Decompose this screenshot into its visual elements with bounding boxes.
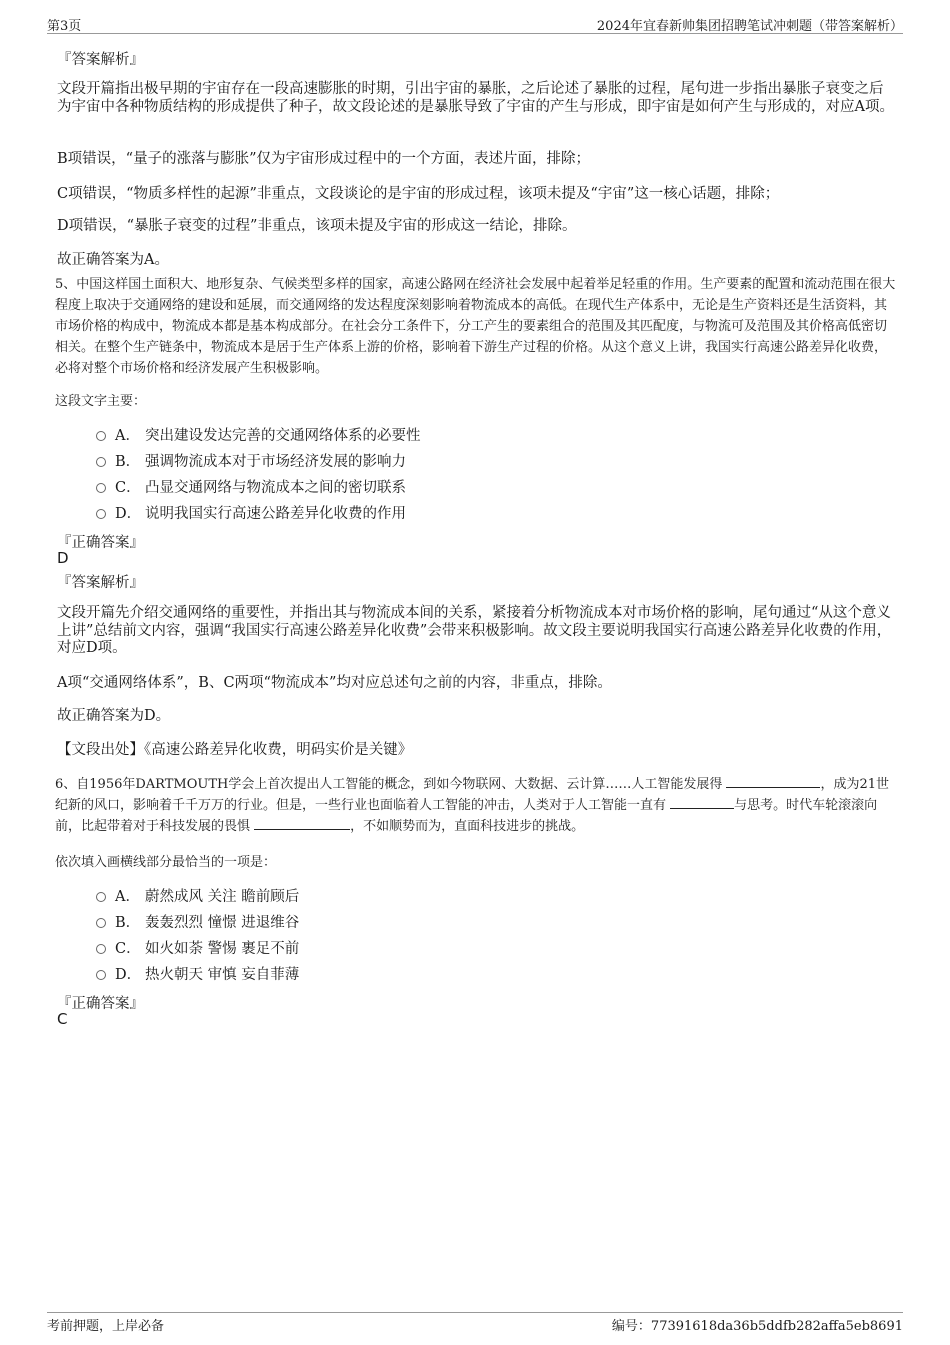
- page-footer: [47, 1312, 903, 1338]
- question-6-answer: C: [57, 1010, 68, 1028]
- question-5-answer: D: [57, 549, 69, 567]
- question-5-option-b[interactable]: B． 强调物流成本对于市场经济发展的影响力: [96, 450, 406, 470]
- radio-icon[interactable]: [96, 918, 106, 928]
- blank-3[interactable]: [254, 816, 350, 830]
- radio-icon[interactable]: [96, 457, 106, 467]
- question-5-option-a[interactable]: A． 突出建设发达完善的交通网络体系的必要性: [96, 424, 421, 444]
- document-title: 2024年宜春新帅集团招聘笔试冲刺题（带答案解析）: [596, 19, 903, 34]
- question-5-source: 【文段出处】《高速公路差异化收费，明码实价是关键》: [57, 742, 413, 758]
- blank-2[interactable]: [670, 795, 734, 809]
- question-5-analysis-label: 『答案解析』: [57, 575, 144, 591]
- analysis-conclusion: 故正确答案为A。: [57, 252, 169, 268]
- footer-slogan: 考前押题，上岸必备: [47, 1319, 165, 1334]
- page-header: [47, 14, 903, 34]
- question-5-prompt: 这段文字主要：: [55, 394, 147, 409]
- question-5-analysis: 文段开篇先介绍交通网络的重要性，并指出其与物流成本间的关系，紧接着分析物流成本对市场价格的影响，尾句通过“从这个意义上讲”总结前文内容，强调“我国实行高速公路差异化收费”会带来积极影响。故文段主要说明我国实行高速公路差异化收费的作用，对应D项。: [57, 605, 892, 656]
- question-6-option-d[interactable]: D． 热火朝天 审慎 妄自菲薄: [96, 963, 299, 983]
- analysis-paragraph: C项错误，“物质多样性的起源”非重点，文段谈论的是宇宙的形成过程，该项未提及“宇宙”这一核心话题，排除；: [57, 186, 780, 202]
- radio-icon[interactable]: [96, 509, 106, 519]
- question-5-conclusion: 故正确答案为D。: [57, 708, 171, 724]
- question-6-option-a[interactable]: A． 蔚然成风 关注 瞻前顾后: [96, 885, 299, 905]
- radio-icon[interactable]: [96, 944, 106, 954]
- radio-icon[interactable]: [96, 483, 106, 493]
- analysis-paragraph: B项错误，“量子的涨落与膨胀”仅为宇宙形成过程中的一个方面，表述片面，排除；: [57, 151, 590, 167]
- question-6-option-b[interactable]: B． 轰轰烈烈 憧憬 进退维谷: [96, 911, 299, 931]
- radio-icon[interactable]: [96, 892, 106, 902]
- question-5-analysis: A项“交通网络体系”，B、C两项“物流成本”均对应总述句之前的内容，非重点，排除。: [57, 675, 612, 691]
- document-id: 编号：77391618da36b5ddfb282affa5eb8691: [611, 1319, 903, 1334]
- radio-icon[interactable]: [96, 970, 106, 980]
- question-6-prompt: 依次填入画横线部分最恰当的一项是：: [55, 855, 277, 870]
- question-6-option-c[interactable]: C． 如火如荼 警惕 裹足不前: [96, 937, 299, 957]
- blank-1[interactable]: [726, 774, 820, 788]
- question-5-option-d[interactable]: D． 说明我国实行高速公路差异化收费的作用: [96, 502, 406, 522]
- question-5-stem: 5、中国这样国土面积大、地形复杂、气候类型多样的国家，高速公路网在经济社会发展中起着举足轻重的作用。生产要素的配置和流动范围在很大程度上取决于交通网络的建设和延展，而交通网络的发达程度深刻影响着物流成本的高低。在现代生产体系中，无论是生产资料还是生活资料，其市场价格的构成中，物流成本都是基本构成部分。在社会分工条件下，分工产生的要素组合的范围及其匹配度，与物流可及范围及其价格高低密切相关。在整个生产链条中，物流成本是居于生产体系上游的价格，影响着下游生产过程的价格。从这个意义上讲，我国实行高速公路差异化收费，必将对整个市场价格和经济发展产生积极影响。: [55, 277, 896, 376]
- page-number: 第3页: [47, 19, 82, 34]
- question-6-stem: 6、自1956年DARTMOUTH学会上首次提出人工智能的概念，到如今物联网、大数据、云计算……人工智能发展得 ，成为21世纪新的风口，影响着千千万万的行业。但是，一些行业也面临着人工智能的冲击，人类对于人工智能一直有 与思考。时代车轮滚滚向前，比起带着对于科技发展的畏惧 ，不如顺势而为，直面科技进步的挑战。: [55, 774, 897, 837]
- analysis-paragraph: D项错误，“暴胀子衰变的过程”非重点，该项未提及宇宙的形成这一结论，排除。: [57, 218, 577, 234]
- analysis-paragraph: 文段开篇指出极早期的宇宙存在一段高速膨胀的时期，引出宇宙的暴胀，之后论述了暴胀的过程，尾句进一步指出暴胀子衰变之后为宇宙中各种物质结构的形成提供了种子，故文段论述的是暴胀导致了宇宙的产生与形成，即宇宙是如何产生与形成的，对应A项。: [57, 81, 894, 115]
- analysis-label: 『答案解析』: [57, 52, 144, 68]
- question-6-answer-label: 『正确答案』: [57, 996, 144, 1012]
- radio-icon[interactable]: [96, 431, 106, 441]
- question-5-option-c[interactable]: C． 凸显交通网络与物流成本之间的密切联系: [96, 476, 406, 496]
- question-5-answer-label: 『正确答案』: [57, 535, 144, 551]
